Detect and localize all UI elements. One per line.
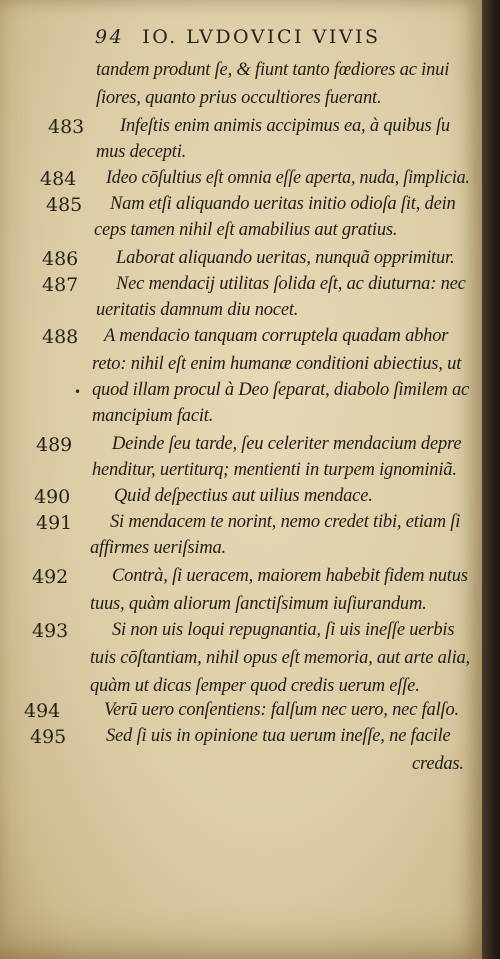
text-line: quod illam procul à Deo ſeparat, diabolo ſimilem ac [92, 380, 470, 400]
entry-number: 492 [32, 566, 69, 588]
text-line: affirmes ueriſsima. [90, 538, 226, 558]
entry-number: 490 [34, 486, 71, 508]
entry-number: 489 [36, 434, 73, 456]
text-line: Sed ſi uis in opinione tua uerum ineſſe, ne facile [106, 726, 451, 746]
text-line: Quid deſpectius aut uilius mendace. [114, 486, 373, 506]
text-line: Nam etſi aliquando ueritas initio odioſa ſit, dein [110, 194, 456, 214]
entry-number: 493 [32, 620, 69, 642]
page-number: 94 [95, 26, 125, 48]
entry-number: 486 [42, 248, 79, 270]
text-line: ueritatis damnum diu nocet. [96, 300, 299, 320]
text-line: henditur, uertiturq; mentienti in turpem ignominiã. [92, 460, 457, 480]
text-line: Contrà, ſi ueracem, maiorem habebit fidem nutus [112, 566, 468, 586]
entry-number: 485 [46, 194, 83, 216]
entry-number: 487 [42, 274, 79, 296]
text-line: Ideo cōſultius eſt omnia eſſe aperta, nuda, ſimplicia. [106, 168, 470, 188]
text-line: Nec mendacij utilitas ſolida eſt, ac diuturna: nec [116, 274, 466, 294]
running-title: IO. LVDOVICI VIVIS [142, 26, 381, 48]
entry-number: 488 [42, 326, 79, 348]
text-line: tandem produnt ſe, & fiunt tanto fœdiores ac inui [96, 60, 450, 80]
text-line: ſiores, quanto prius occultiores fuerant. [96, 88, 382, 108]
text-line: quàm ut dicas ſemper quod credis uerum eſſe. [90, 676, 420, 696]
text-line: tuus, quàm aliorum ſanctiſsimum iuſiurandum. [90, 594, 427, 614]
text-line: Infeſtis enim animis accipimus ea, à quibus ſu [120, 116, 450, 136]
running-header [95, 26, 381, 48]
text-line: reto: nihil eſt enim humanæ conditioni abiectius, ut [92, 354, 462, 374]
entry-number: 483 [48, 116, 85, 138]
text-line: Verū uero conſentiens: falſum nec uero, nec falſo. [104, 700, 459, 720]
text-line: mancipium facit. [92, 406, 214, 426]
text-line: Laborat aliquando ueritas, nunquã opprimitur. [116, 248, 455, 268]
entry-number: 484 [40, 168, 77, 190]
entry-number: 494 [24, 700, 61, 722]
text-line: Si non uis loqui repugnantia, ſi uis ineſſe uerbis [112, 620, 455, 640]
text-line: tuis cōſtantiam, nihil opus eſt memoria, aut arte alia, [90, 648, 470, 668]
text-line: mus decepti. [96, 142, 187, 162]
text-line: credas. [412, 754, 464, 774]
text-line: ceps tamen nihil eſt amabilius aut gratius. [94, 220, 398, 240]
entry-number: 491 [36, 512, 73, 534]
page-gutter-edge [482, 0, 500, 959]
margin-mark: • [74, 385, 82, 399]
text-line: Si mendacem te norint, nemo credet tibi, etiam ſi [110, 512, 461, 532]
text-line: Deinde ſeu tarde, ſeu celeriter mendacium depre [112, 434, 462, 454]
entry-number: 495 [30, 726, 67, 748]
text-line: A mendacio tanquam corruptela quadam abhor [104, 326, 449, 346]
